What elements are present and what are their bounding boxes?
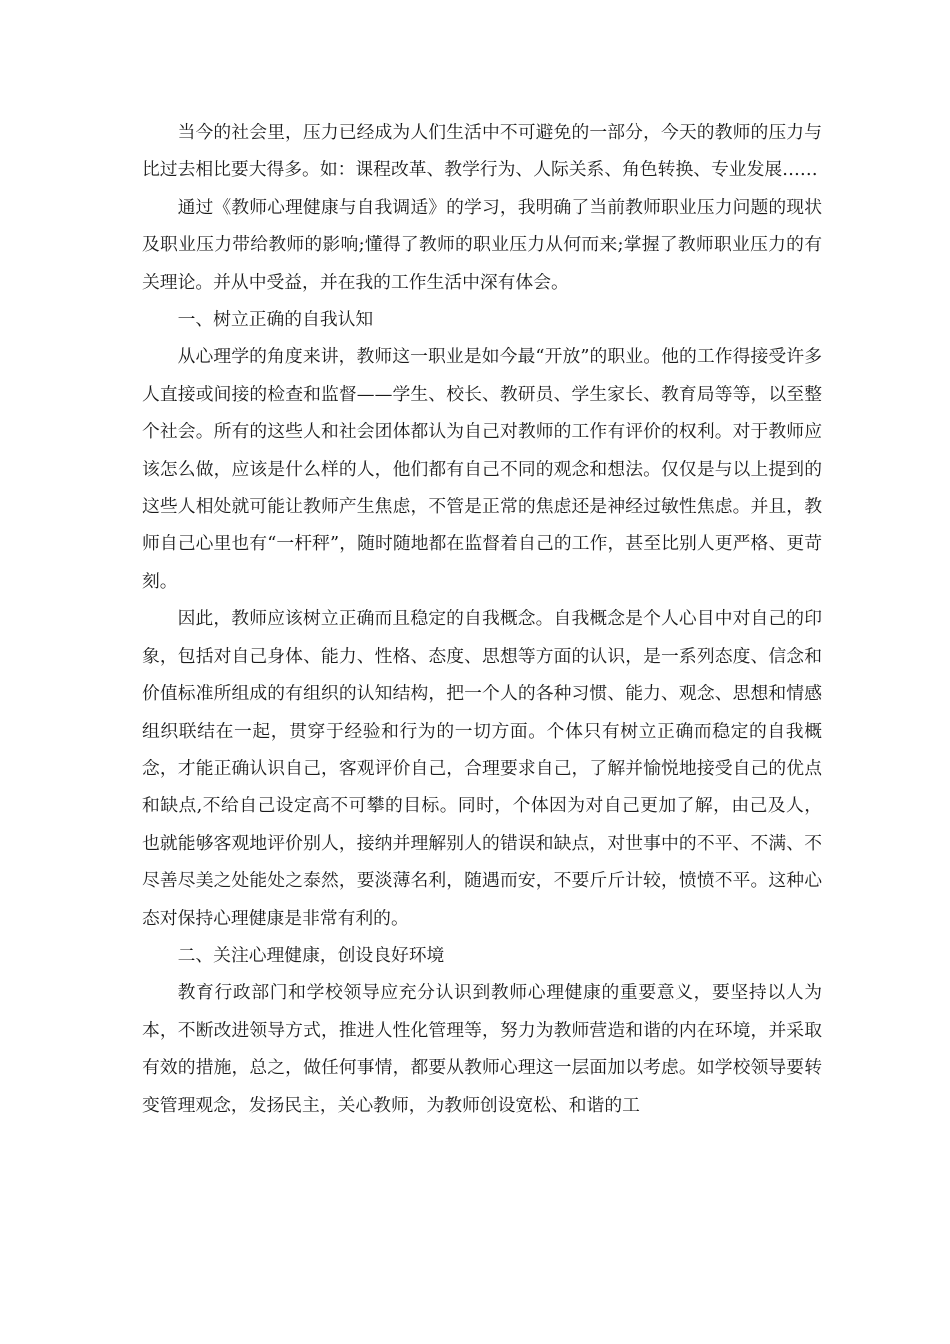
paragraph-self-concept: 因此，教师应该树立正确而且稳定的自我概念。自我概念是个人心目中对自己的印象，包括对自己身体、能力、性格、态度、思想等方面的认识，是一系列态度、信念和价值标准所组成的有组织的认知结构，把一个人的各种习惯、能力、观念、思想和情感组织联结在一起，贯穿于经验和行为的一切方面。个体只有树立正确而稳定的自我概念，才能正确认识自己，客观评价自己，合理要求自己，了解并愉悦地接受自己的优点和缺点,不给自己设定高不可攀的目标。同时，个体因为对自己更加了解，由己及人，也就能够客观地评价别人，接纳并理解别人的错误和缺点，对世事中的不平、不满、不尽善尽美之处能处之泰然，要淡薄名利，随遇而安，不要斤斤计较，愤愤不平。这种心态对保持心理健康是非常有利的。 xyxy=(142,608,822,929)
paragraph-open-profession: 从心理学的角度来讲，教师这一职业是如今最“开放”的职业。他的工作得接受许多人直接或间接的检查和监督——学生、校长、教研员、学生家长、教育局等等，以至整个社会。所有的这些人和社会团体都认为自己对教师的工作有评价的权利。对于教师应该怎么做，应该是什么样的人，他们都有自己不同的观念和想法。仅仅是与以上提到的这些人相处就可能让教师产生焦虑，不管是正常的焦虑还是神经过敏性焦虑。并且，教师自己心里也有“一杆秤”，随时随地都在监督着自己的工作，甚至比别人更严格、更苛刻。 xyxy=(142,346,822,592)
paragraph-administration: 教育行政部门和学校领导应充分认识到教师心理健康的重要意义，要坚持以人为本，不断改进领导方式，推进人性化管理等，努力为教师营造和谐的内在环境，并采取有效的措施，总之，做任何事情，都要从教师心理这一层面加以考虑。如学校领导要转变管理观念，发扬民主，关心教师，为教师创设宽松、和谐的工 xyxy=(142,982,822,1116)
paragraph-intro: 当今的社会里，压力已经成为人们生活中不可避免的一部分，今天的教师的压力与比过去相比要大得多。如：课程改革、教学行为、人际关系、角色转换、专业发展…… xyxy=(142,122,822,181)
section-heading-self-cognition: 一、树立正确的自我认知 xyxy=(177,309,374,331)
paragraph-study: 通过《教师心理健康与自我调适》的学习，我明确了当前教师职业压力问题的现状及职业压力带给教师的影响;懂得了教师的职业压力从何而来;掌握了教师职业压力的有关理论。并从中受益，并在我的工作生活中深有体会。 xyxy=(142,196,822,293)
section-heading-mental-health: 二、关注心理健康，创设良好环境 xyxy=(177,944,445,966)
document-body xyxy=(142,114,822,1124)
